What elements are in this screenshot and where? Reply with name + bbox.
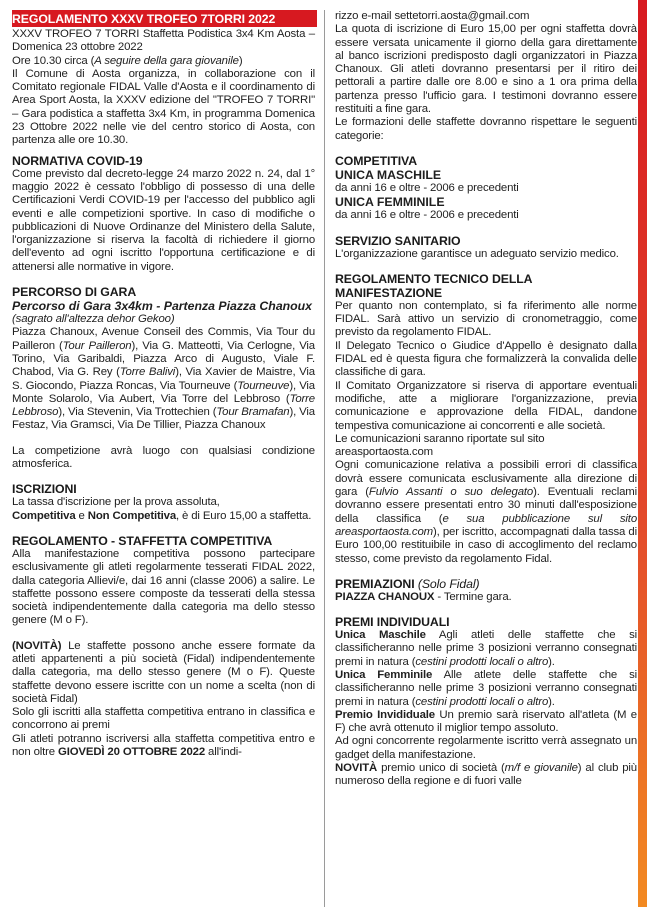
covid-body: Come previsto dal decreto-legge 24 marzo 2022 n. 24, dal 1° maggio 2022 è cessato l'obbligo di possesso di una delle Certificazioni Verdi COVID-19 per l'accesso del pubblico agli eventi e alle competizioni sportive. In caso di modifiche o pubblicazioni di Nuove Ordinanze del Ministero della Salute, l'organizzazione si riserva la facoltà di richiedere il giorno dell'evento ad ogni iscritto l'opportuna certificazione e di attenersi alle normative in vigore. <box>12 167 315 273</box>
premi-m-label: Unica Maschile <box>335 629 426 642</box>
intro-section <box>12 10 315 148</box>
maschile-age: da anni 16 e oltre - 2006 e precedenti <box>335 181 519 194</box>
route-d-it: Torre Lebbroso <box>12 392 315 419</box>
p5-it1: Fulvio Assanti o suo delegato <box>368 486 534 499</box>
route-e: ), Via Stevenin, Via Trottechien ( <box>58 406 217 419</box>
staffetta-body1: Alla manifestazione competitiva possono partecipare esclusivamente gli atleti regolarmente tesserati FIDAL 2022, dalla categoria Allievi/e, dai 16 anni (classe 2006) a salire. Le staffette possono essere composte da tesserati della stessa società indipendentemente dalla categoria ma dello stesso genere (M o F). <box>12 547 315 627</box>
premi-ind-label: Premio Invididuale <box>335 708 435 721</box>
premiazioni-section <box>335 577 637 604</box>
novita-label: (NOVITÀ) <box>12 639 62 652</box>
premi-gadget: Ad ogni concorrente regolarmente iscritto verrà assegnato un gadget della manifestazione. <box>335 735 637 761</box>
route-e-it: Tour Bramafan <box>216 406 290 419</box>
cont-quota: La quota di iscrizione di Euro 15,00 per ogni staffetta dovrà essere versata unicamente il giorno della gara direttamente al banco iscrizioni predisposto dagli organizzatori in Piazza Chanoux. Gli atleti dovranno presentarsi per il ritiro dei pettorali a partire dalle ore 8.00 e sino a 1 ora prima della partenza presso l'ufficio gara. I testimoni dovranno essere restituiti a fine gara. <box>335 23 637 116</box>
premi-maschile <box>335 629 637 669</box>
route-c-it: Tourneuve <box>237 379 290 392</box>
tecnico-p1: Per quanto non contemplato, si fa riferimento alle norme FIDAL. Sarà attivo un servizio di cronometraggio, come previsto da regolamento FIDAL. <box>335 299 637 339</box>
percorso-heading: PERCORSO DI GARA <box>12 285 137 300</box>
premi-ind-body: Un premio sarà riservato all'atleta (M e F) che avrà ottenuto il miglior tempo assoluto. <box>335 708 637 735</box>
iscrizioni-continued <box>335 10 637 143</box>
intro-line2-italic: A seguire della gara giovanile <box>94 54 239 67</box>
premiazioni-place <box>335 591 637 604</box>
premiazioni-place-name: PIAZZA CHANOUX <box>335 590 435 603</box>
percorso-route <box>12 326 315 432</box>
premi-f-it: cestini prodotti locali o altro <box>415 695 549 708</box>
femminile-label: UNICA FEMMINILE <box>335 195 445 210</box>
iscrizioni-tail: , è di Euro 15,00 a staffetta. <box>176 509 312 522</box>
cont-categorie: Le formazioni delle staffette dovranno rispettare le seguenti categorie: <box>335 116 637 142</box>
p5-a: Ogni comunicazione relativa a possibili errori di classifica dovrà essere comunicata esclusivamente alla direzione di gara ( <box>335 459 637 499</box>
premi-f-b: ). <box>548 695 555 708</box>
premiazioni-heading: PREMIAZIONI <box>335 576 415 591</box>
decorative-edge-strip <box>638 0 647 907</box>
tecnico-p2: Il Delegato Tecnico o Giudice d'Appello è designato dalla FIDAL ed è questa figura che formalizzerà la convalida delle classifiche di gara. <box>335 339 637 379</box>
spacer <box>12 433 315 445</box>
staffetta-novita <box>12 640 315 706</box>
premi-m-it: cestini prodotti locali o altro <box>415 655 549 668</box>
tecnico-p3: Il Comitato Organizzatore si riserva di apportare eventuali modifiche, atte a migliorare l'organizzazione, previa comunicazione e approvazione della FIDAL, dandone tempestiva comunicazione ai concorrenti e alle società. <box>335 379 637 432</box>
percorso-subtitle: Percorso di Gara 3x4km - Partenza Piazza Chanoux <box>12 299 313 314</box>
premi-nov-b: ) al club più numeroso della regione e di fuori valle <box>335 762 637 788</box>
spacer <box>12 628 315 640</box>
femminile-age: da anni 16 e oltre - 2006 e precedenti <box>335 209 519 222</box>
premi-f-a: Alle atlete delle staffette che si classificheranno nelle prime 3 posizioni verranno consegnati premi in natura ( <box>335 668 637 708</box>
premi-m-a: Agli atleti delle staffette che si classificheranno nelle prime 3 posizioni verranno consegnati premi in natura ( <box>335 629 637 668</box>
iscrizioni-section <box>12 482 315 523</box>
route-f: ), Via Festaz, Via Gramsci, Via De Tillier, Piazza Chanoux <box>12 406 315 432</box>
competitiva-section <box>335 154 637 223</box>
sanitario-section <box>335 234 637 261</box>
p5-it2: e sua pubblicazione sul sito areasportaosta.com <box>335 512 637 538</box>
covid-section <box>12 154 315 274</box>
premi-m-b: ). <box>548 655 555 668</box>
premi-nov-a: premio unico di società ( <box>377 762 505 775</box>
premi-nov-label: NOVITÀ <box>335 762 378 775</box>
route-a-it: Tour Pailleron <box>62 339 132 352</box>
p5-c: ), per iscritto, accompagnati dalla tassa di Euro 100,00 restituibile in caso di accoglimento del reclamo stesso, come previsto da regolamento Fidal. <box>335 525 637 565</box>
staffetta-body3 <box>12 733 315 760</box>
premiazioni-heading-row <box>335 577 637 591</box>
premi-heading: PREMI INDIVIDUALI <box>335 615 450 630</box>
sanitario-body: L'organizzazione garantisce un adeguato servizio medico. <box>335 247 619 260</box>
novita-body: Le staffette possono anche essere formate da atleti appartenenti a più società (Fidal) indipendentemente dalla categoria, ma dello stesso genere (M o F). Queste staffette devono essere iscritte con un nome a scelta (non di società Fidal) <box>12 639 315 705</box>
premiazioni-place-tail: - Termine gara. <box>434 590 512 603</box>
left-column <box>12 10 324 907</box>
tecnico-site: areasportaosta.com <box>335 446 433 459</box>
premi-nov-it: m/f e giovanile <box>504 762 578 775</box>
premi-novita <box>335 762 637 789</box>
tecnico-p4: Le comunicazioni saranno riportate sul sito <box>335 432 545 445</box>
right-column <box>324 10 637 907</box>
route-a: Piazza Chanoux, Avenue Conseil des Commis, Via Tour du Pailleron ( <box>12 326 315 352</box>
route-b-it: Torre Balivi <box>119 366 176 379</box>
tecnico-heading: REGOLAMENTO TECNICO DELLA MANIFESTAZIONE <box>335 271 532 300</box>
staffetta-section <box>12 534 315 759</box>
intro-body: Il Comune di Aosta organizza, in collaborazione con il Comitato regionale FIDAL Valle d'Aosta e il coordinamento di Area Sport Aosta, la XXXV edizione del "TROFEO 7 TORRI" – Gara podistica a staffetta 3x4 Km, in programma Domenica 23 Ottobre 2022 nelle vie del centro storico di Aosta, con partenza alle ore 10.30. <box>12 67 315 147</box>
premi-femminile <box>335 669 637 709</box>
percorso-section <box>12 285 315 471</box>
intro-line2 <box>12 55 315 68</box>
intro-line2-b: ) <box>238 54 243 67</box>
title-banner: REGOLAMENTO XXXV TROFEO 7TORRI 2022 <box>12 10 317 27</box>
iscrizioni-heading: ISCRIZIONI <box>12 482 77 497</box>
route-d: ), Via Monte Solarolo, Via Aubert, Via Torre del Lebbroso ( <box>12 379 315 405</box>
route-c: ), Via Xavier de Maistre, Via S. Giocondo, Piazza Roncas, Via Tourneuve ( <box>12 366 315 392</box>
staffetta-heading: REGOLAMENTO - STAFFETTA COMPETITIVA <box>12 533 273 548</box>
iscrizioni-line2 <box>12 510 315 523</box>
premi-individuale <box>335 709 637 736</box>
iscrizioni-competitiva: Competitiva <box>12 509 76 522</box>
competitiva-heading: COMPETITIVA <box>335 153 418 168</box>
body3-c: all'indi- <box>205 746 242 759</box>
iscrizioni-non-competitiva: Non Competitiva <box>87 509 177 522</box>
tecnico-section <box>335 272 637 566</box>
tecnico-p5 <box>335 459 637 565</box>
iscrizioni-line1: La tassa d'iscrizione per la prova assoluta, <box>12 496 220 509</box>
premi-section <box>335 615 637 789</box>
route-b: ), Via G. Matteotti, Via Cerlogne, Via Torino, Via Garibaldi, Piazza Arco di Augusto, Viale F. Chabod, Via G. Rey ( <box>12 339 315 379</box>
percorso-closing: La competizione avrà luogo con qualsiasi condizione atmosferica. <box>12 444 315 471</box>
premi-f-label: Unica Femminile <box>335 668 433 681</box>
intro-line2-a: Ore 10.30 circa ( <box>12 54 95 67</box>
intro-line1: XXXV TROFEO 7 TORRI Staffetta Podistica 3x4 Km Aosta – Domenica 23 ottobre 2022 <box>12 28 315 54</box>
sanitario-heading: SERVIZIO SANITARIO <box>335 233 461 248</box>
staffetta-body2: Solo gli iscritti alla staffetta competitiva entrano in classifica e concorrono ai premi <box>12 706 315 732</box>
iscrizioni-e: e <box>75 509 88 522</box>
maschile-label: UNICA MASCHILE <box>335 167 442 182</box>
percorso-note: (sagrato all'altezza dehor Gekoo) <box>12 313 175 326</box>
covid-heading: NORMATIVA COVID-19 <box>12 153 143 168</box>
body3-a: Gli atleti potranno iscriversi alla staffetta competitiva entro e non oltre <box>12 732 315 759</box>
body3-deadline: GIOVEDÌ 20 OTTOBRE 2022 <box>58 746 206 759</box>
p5-b: ). Eventuali reclami dovranno essere presentati entro 30 minuti dall'esposizione della classifica ( <box>335 486 637 525</box>
cont-email: rizzo e-mail settetorri.aosta@gmail.com <box>335 10 530 22</box>
premiazioni-note: (Solo Fidal) <box>414 576 480 591</box>
